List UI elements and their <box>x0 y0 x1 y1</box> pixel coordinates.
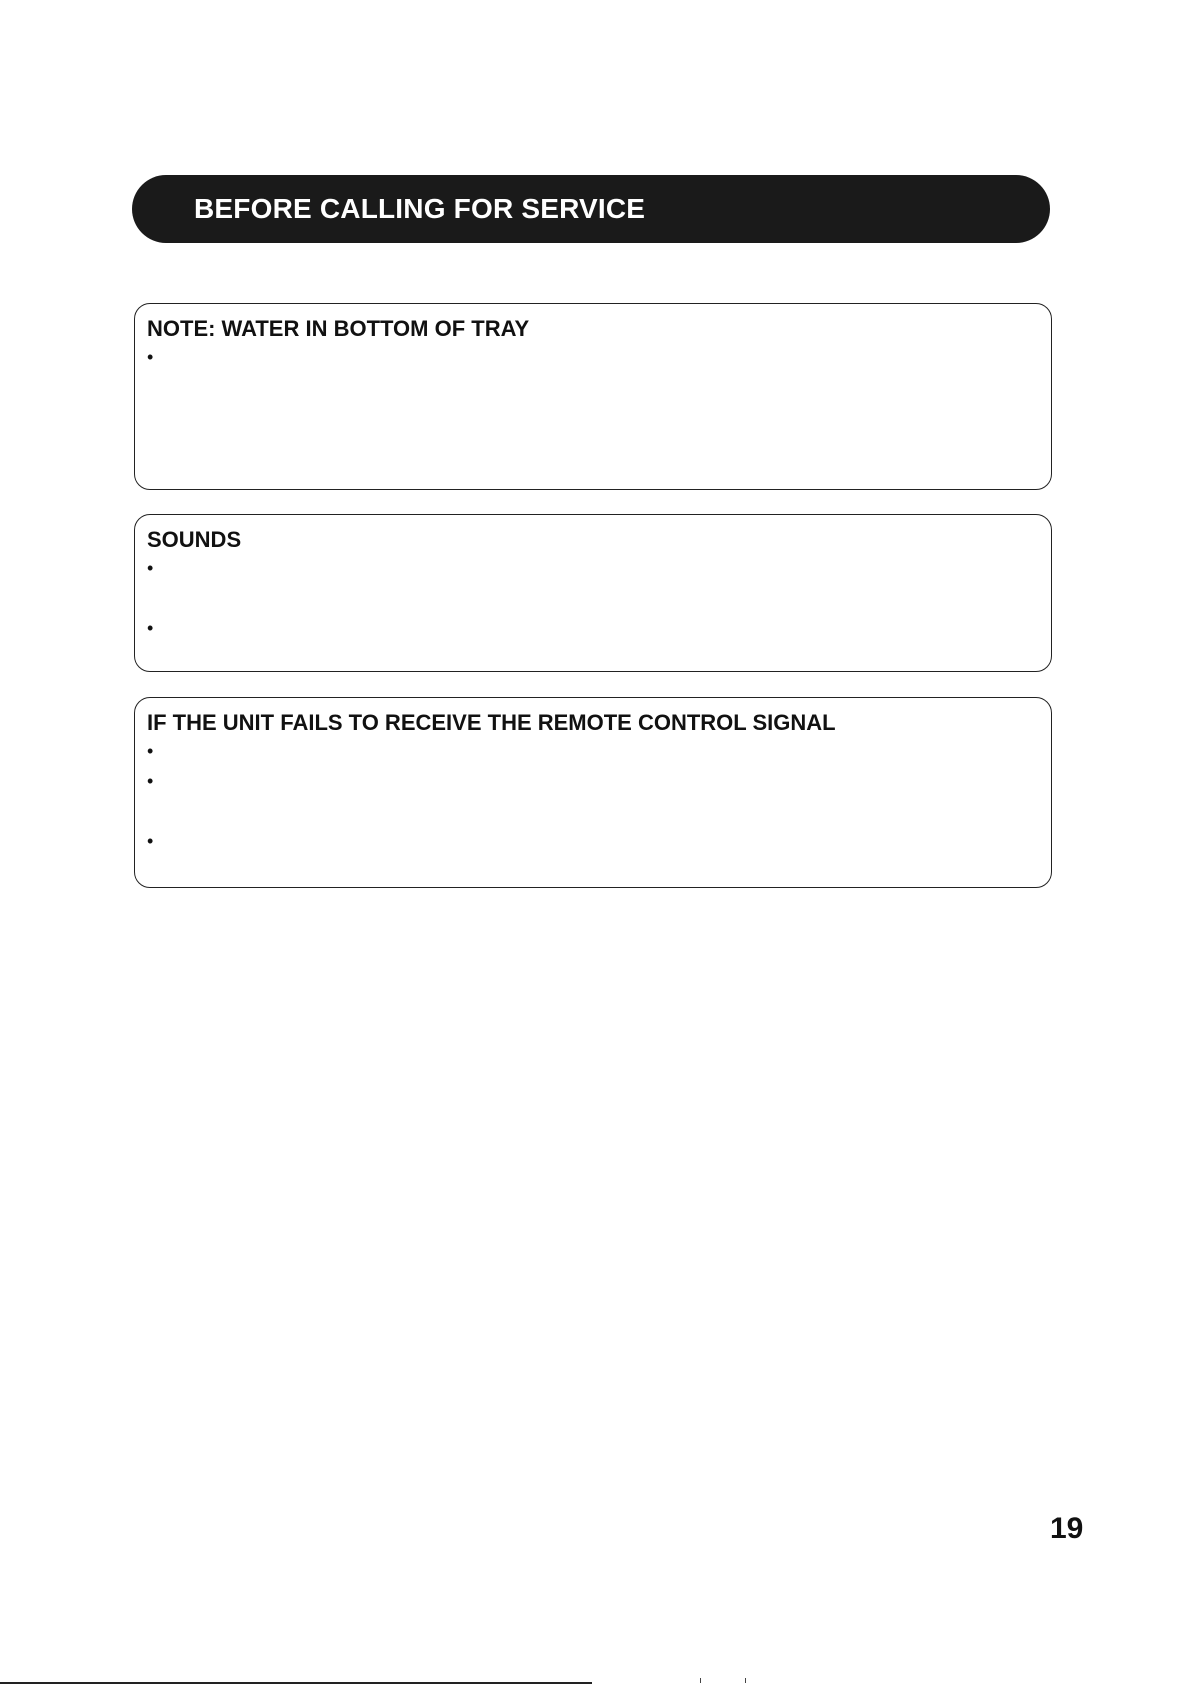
footer-tick <box>700 1678 701 1683</box>
page-number: 19 <box>1050 1512 1084 1545</box>
bullet-icon: • <box>147 771 154 791</box>
list-item <box>147 346 1039 368</box>
list-item <box>147 617 1039 639</box>
bullet-list <box>147 346 1039 368</box>
page-header-banner <box>132 175 1050 243</box>
page-title: BEFORE CALLING FOR SERVICE <box>194 193 646 224</box>
section-water-in-tray <box>134 303 1052 490</box>
bullet-icon: • <box>147 618 154 638</box>
footer-tick <box>745 1678 746 1683</box>
section-title: SOUNDS <box>147 527 242 552</box>
bullet-icon: • <box>147 347 154 367</box>
bullet-icon: • <box>147 831 154 851</box>
list-item <box>147 740 1039 762</box>
section-sounds <box>134 514 1052 672</box>
section-remote-control-signal <box>134 697 1052 888</box>
list-item <box>147 557 1039 579</box>
bullet-icon: • <box>147 558 154 578</box>
bullet-list <box>147 740 1039 852</box>
list-item <box>147 770 1039 792</box>
bullet-icon: • <box>147 741 154 761</box>
list-item <box>147 830 1039 852</box>
section-title: IF THE UNIT FAILS TO RECEIVE THE REMOTE CONTROL SIGNAL <box>147 710 836 735</box>
section-title: NOTE: WATER IN BOTTOM OF TRAY <box>147 316 530 341</box>
bullet-list <box>147 557 1039 639</box>
footer-rule <box>0 1682 592 1684</box>
